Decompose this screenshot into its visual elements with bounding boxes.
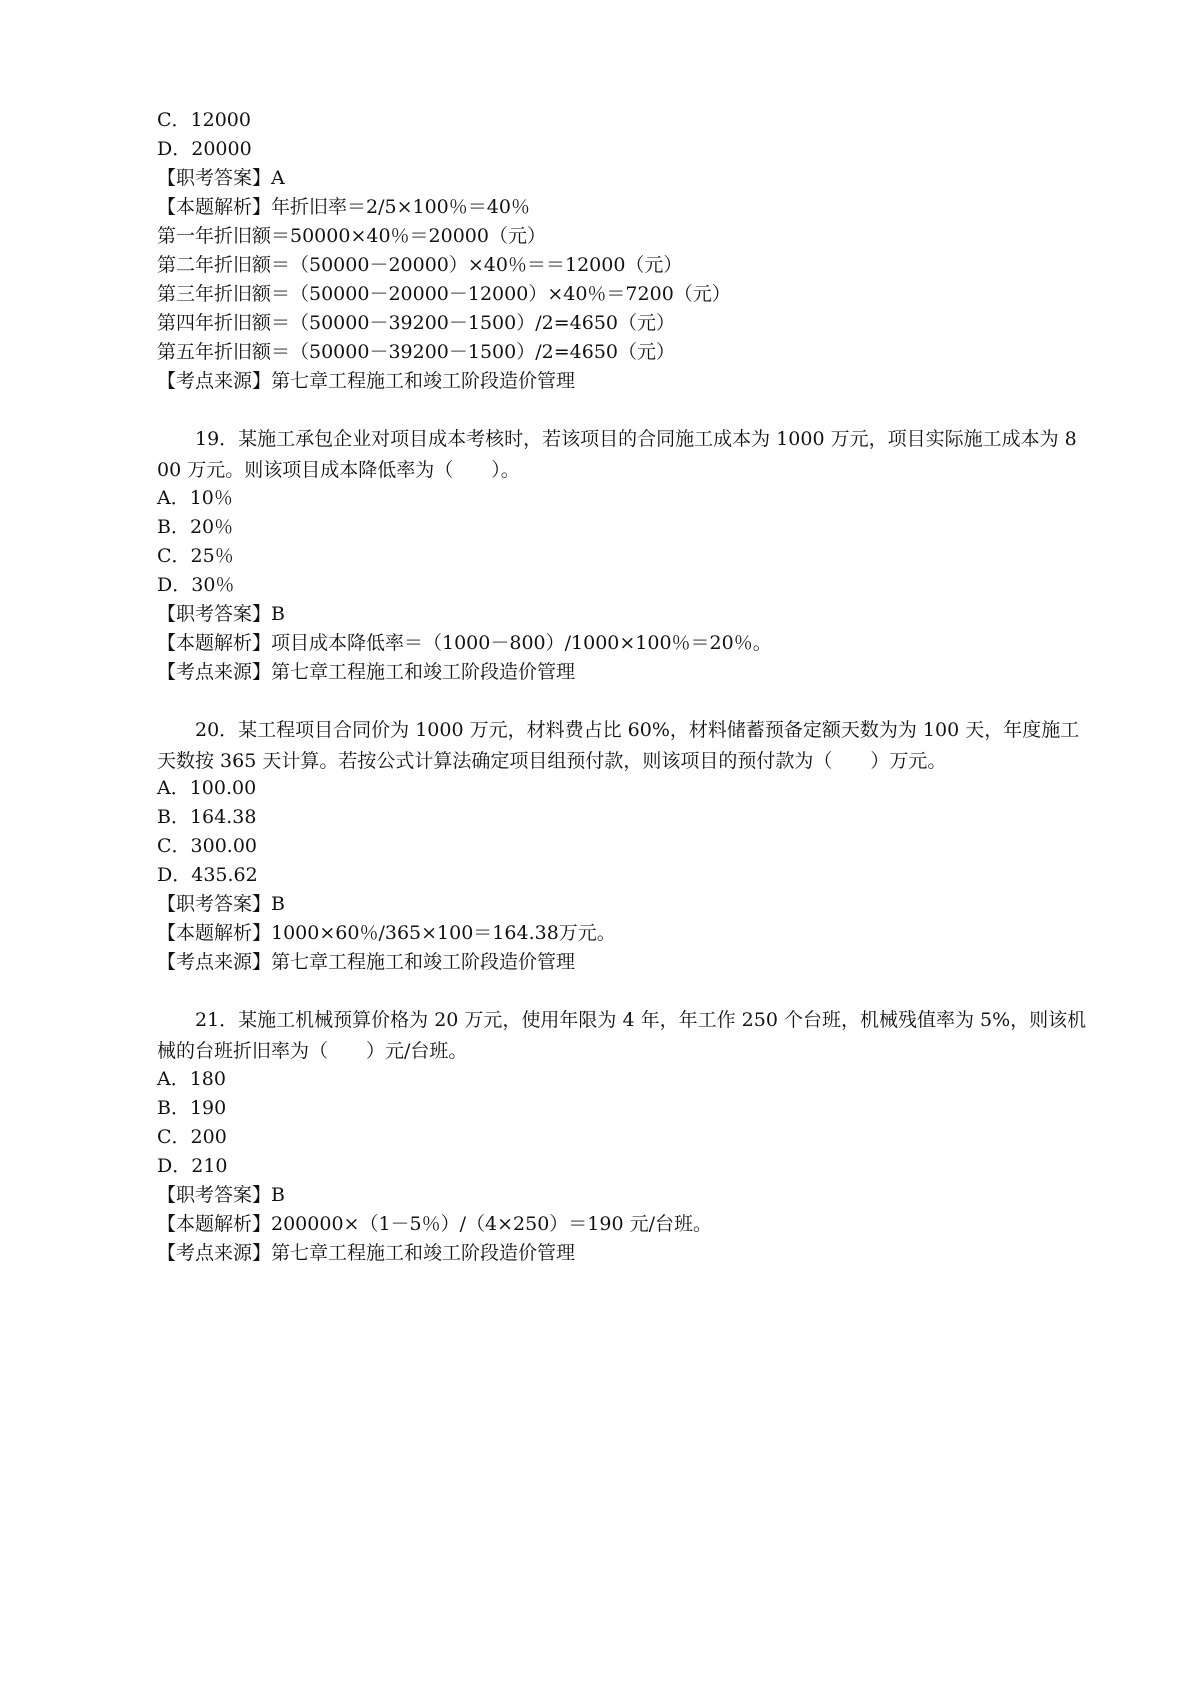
option-a: A．10％ (157, 487, 233, 509)
calc-line: 第二年折旧额＝（50000－20000）×40％＝＝12000（元） (157, 254, 683, 276)
answer-label: 【职考答案】B (157, 1184, 285, 1206)
analysis-text: 【本题解析】200000×（1－5％）/（4×250）＝190 元/台班。 (157, 1213, 713, 1235)
analysis-text: 【本题解析】项目成本降低率＝（1000－800）/1000×100％＝20％。 (157, 632, 772, 654)
option-d: D．20000 (157, 138, 252, 160)
option-c: C．25％ (157, 545, 234, 567)
option-c: C．12000 (157, 109, 251, 131)
option-b: B．190 (157, 1097, 227, 1119)
calc-line: 第一年折旧额＝50000×40％＝20000（元） (157, 225, 546, 247)
option-c: C．200 (157, 1126, 227, 1148)
source-label: 【考点来源】第七章工程施工和竣工阶段造价管理 (157, 951, 576, 973)
question-stem: 21．某施工机械预算价格为 20 万元，使用年限为 4 年，年工作 250 个台班，机械残值率为 5%，则该机械的台班折旧率为（ ）元/台班。 (157, 1009, 1087, 1063)
question-stem: 20．某工程项目合同价为 1000 万元，材料费占比 60%，材料储蓄预备定额天数为为 100 天，年度施工天数按 365 天计算。若按公式计算法确定项目组预付款，则该项目的预付款为（ ）万元。 (157, 719, 1080, 773)
calc-line: 第四年折旧额＝（50000－39200－1500）/2=4650（元） (157, 312, 676, 334)
source-label: 【考点来源】第七章工程施工和竣工阶段造价管理 (157, 1242, 576, 1264)
source-label: 【考点来源】第七章工程施工和竣工阶段造价管理 (157, 370, 576, 392)
analysis-text: 【本题解析】年折旧率＝2/5×100％＝40％ (157, 196, 530, 218)
analysis-text: 【本题解析】1000×60％/365×100＝164.38万元。 (157, 922, 616, 944)
calc-line: 第三年折旧额＝（50000－20000－12000）×40％＝7200（元） (157, 283, 731, 305)
option-a: A．100.00 (157, 777, 257, 799)
option-b: B．20％ (157, 516, 234, 538)
option-a: A．180 (157, 1068, 226, 1090)
option-d: D．30％ (157, 574, 235, 596)
calc-line: 第五年折旧额＝（50000－39200－1500）/2=4650（元） (157, 341, 676, 363)
source-label: 【考点来源】第七章工程施工和竣工阶段造价管理 (157, 661, 576, 683)
answer-label: 【职考答案】B (157, 603, 285, 625)
question-stem: 19．某施工承包企业对项目成本考核时，若该项目的合同施工成本为 1000 万元，项目实际施工成本为 800 万元。则该项目成本降低率为（ ）。 (157, 428, 1077, 482)
answer-label: 【职考答案】A (157, 167, 285, 189)
option-d: D．435.62 (157, 864, 258, 886)
option-c: C．300.00 (157, 835, 258, 857)
option-b: B．164.38 (157, 806, 257, 828)
option-d: D．210 (157, 1155, 228, 1177)
answer-label: 【职考答案】B (157, 893, 285, 915)
